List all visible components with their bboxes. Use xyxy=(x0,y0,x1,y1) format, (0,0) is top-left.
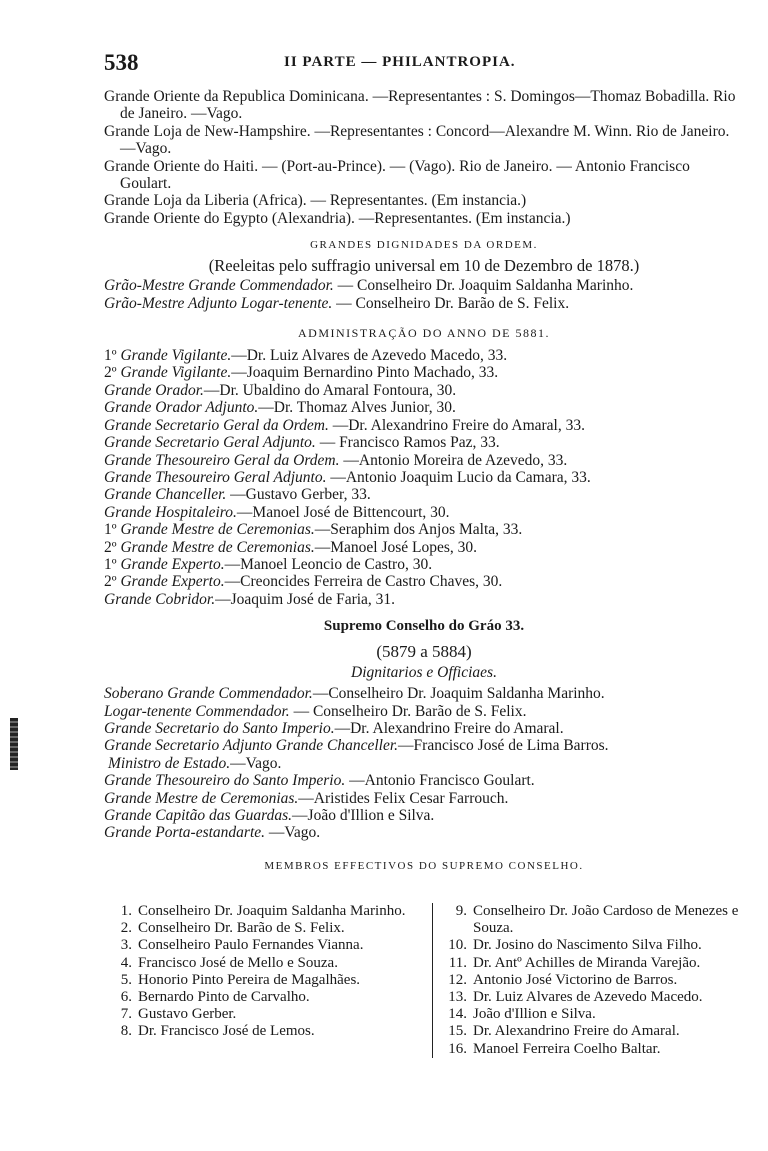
dignitario-row xyxy=(104,807,744,824)
member-number: 16. xyxy=(448,1040,467,1057)
dignitario-holder: —Antonio Francisco Goulart. xyxy=(345,772,535,790)
member-number: 13. xyxy=(448,989,467,1006)
member-number: 4. xyxy=(120,954,132,971)
member-number: 12. xyxy=(448,971,467,988)
representative-entry: Grande Oriente do Egypto (Alexandria). —Representantes. (Em instancia.) xyxy=(104,209,571,227)
officer-holder: —Antonio Joaquim Lucio da Camara, 33. xyxy=(326,468,591,486)
officer-holder: —Manoel José Lopes, 30. xyxy=(314,538,478,556)
member-item xyxy=(439,989,761,1006)
representative-entry: Grande Oriente do Haiti. — (Port-au-Prince). — (Vago). Rio de Janeiro. — Antonio Francisco Goulart. xyxy=(104,157,690,193)
officer-row xyxy=(104,469,744,486)
dignitario-row xyxy=(104,720,744,737)
officer-role: Grande Mestre de Ceremonias. xyxy=(120,521,315,539)
representative-entry: Grande Loja da Liberia (Africa). — Representantes. (Em instancia.) xyxy=(104,192,527,210)
member-name: Dr. Luiz Alvares de Azevedo Macedo. xyxy=(473,989,703,1006)
member-item xyxy=(104,937,426,954)
supremo-subtitle: Dignitarios e Officiaes. xyxy=(351,664,497,682)
member-name: Conselheiro Paulo Fernandes Vianna. xyxy=(138,937,364,954)
officer-row xyxy=(104,504,744,521)
officer-role: Grande Thesoureiro Geral Adjunto. xyxy=(104,468,327,486)
officer-row xyxy=(104,382,744,399)
section-title-dignidades: GRANDES DIGNIDADES DA ORDEM. xyxy=(310,239,538,252)
dignitario-holder: —João d'Illion e Silva. xyxy=(292,807,435,824)
member-name: Dr. Francisco José de Lemos. xyxy=(138,1023,315,1040)
officer-holder: —Dr. Thomaz Alves Junior, 30. xyxy=(258,399,456,417)
member-number: 9. xyxy=(455,903,467,919)
dignitario-holder: —Vago. xyxy=(265,824,321,842)
member-name: Dr. Josino do Nascimento Silva Filho. xyxy=(473,937,702,954)
officer-row xyxy=(104,452,744,469)
officer-row xyxy=(104,591,744,608)
officer-holder: —Dr. Ubaldino do Amaral Fontoura, 30. xyxy=(203,381,457,399)
running-title: II PARTE — PHILANTROPIA. xyxy=(284,54,516,70)
officer-row xyxy=(104,434,744,451)
member-item xyxy=(104,955,426,972)
dignitario-role: Grande Porta-estandarte. xyxy=(104,824,266,842)
dignitario-role: Grande Secretario Adjunto Grande Chanceller. xyxy=(104,737,399,755)
dignitario-row xyxy=(104,737,744,754)
member-name: Conselheiro Dr. Joaquim Saldanha Marinho. xyxy=(138,903,406,919)
member-name: Francisco José de Mello e Souza. xyxy=(138,954,338,971)
dignitario-role: Grande Mestre de Ceremonias. xyxy=(104,789,299,807)
dignidade-holder: — Conselheiro Dr. Joaquim Saldanha Marinho. xyxy=(333,277,634,295)
officer-prefix: 2º xyxy=(104,364,121,382)
member-number: 6. xyxy=(120,989,132,1006)
officer-row xyxy=(104,573,744,590)
officer-holder: —Manoel José de Bittencourt, 30. xyxy=(236,503,450,521)
dignidades-subtitle: (Reeleitas pelo suffragio universal em 10 de Dezembro de 1878.) xyxy=(208,256,640,276)
members-left-column xyxy=(104,903,426,1041)
officer-role: Grande Mestre de Ceremonias. xyxy=(120,538,315,556)
dignitario-row xyxy=(104,824,744,841)
member-number: 8. xyxy=(120,1023,132,1040)
officer-role: Grande Vigilante. xyxy=(120,364,232,382)
dignitario-holder: —Dr. Alexandrino Freire do Amaral. xyxy=(334,719,564,737)
dignitario-role: Grande Thesoureiro do Santo Imperio. xyxy=(104,772,346,790)
member-name: Honorio Pinto Pereira de Magalhães. xyxy=(138,971,361,988)
member-number: 5. xyxy=(120,971,132,988)
member-number: 1. xyxy=(120,903,132,919)
dignidades-list xyxy=(104,277,744,312)
representative-entry: Grande Oriente da Republica Dominicana. —Representantes : S. Domingos—Thomaz Bobadilla. Rio de Janeiro. —Vago. xyxy=(104,88,736,123)
dignitario-role: Soberano Grande Commendador. xyxy=(104,685,313,703)
officer-holder: —Manoel Leoncio de Castro, 30. xyxy=(224,555,433,573)
officer-role: Grande Vigilante. xyxy=(120,347,232,365)
dignitario-role: Ministro de Estado. xyxy=(108,754,231,772)
officer-holder: — Francisco Ramos Paz, 33. xyxy=(315,434,500,452)
dignitario-holder: —Conselheiro Dr. Joaquim Saldanha Marinho. xyxy=(312,685,605,703)
dignitario-role: Grande Secretario do Santo Imperio. xyxy=(104,719,335,737)
officer-role: Grande Orador Adjunto. xyxy=(104,399,259,417)
officer-role: Grande Experto. xyxy=(120,573,225,591)
member-item xyxy=(439,955,761,972)
member-item xyxy=(439,1006,761,1023)
officer-row xyxy=(104,521,744,538)
officer-prefix: 1º xyxy=(104,347,121,365)
member-name: Bernardo Pinto de Carvalho. xyxy=(138,989,310,1006)
member-number: 11. xyxy=(448,954,467,971)
representative-entry: Grande Loja de New-Hampshire. —Representantes : Concord—Alexandre M. Winn. Rio de Janeiro. —Vago. xyxy=(104,122,730,158)
officer-role: Grande Orador. xyxy=(104,381,204,399)
member-name: João d'Illion e Silva. xyxy=(473,1006,596,1023)
member-item xyxy=(439,903,761,937)
officer-row xyxy=(104,486,744,503)
officer-role: Grande Secretario Geral da Ordem. xyxy=(104,416,329,434)
dignitario-row xyxy=(104,772,744,789)
officer-role: Grande Cobridor. xyxy=(104,590,216,608)
ink-blot xyxy=(10,718,18,770)
member-name: Conselheiro Dr. Barão de S. Felix. xyxy=(138,920,345,937)
officer-holder: —Seraphim dos Anjos Malta, 33. xyxy=(314,521,523,539)
member-number: 15. xyxy=(448,1023,467,1040)
dignidade-row xyxy=(104,277,744,294)
dignidade-role: Grão-Mestre Grande Commendador. xyxy=(104,277,334,295)
representatives-list xyxy=(104,88,744,227)
officer-holder: —Gustavo Gerber, 33. xyxy=(226,486,371,504)
officer-prefix: 1º xyxy=(104,555,121,573)
officer-role: Grande Secretario Geral Adjunto. xyxy=(104,434,316,452)
officer-row xyxy=(104,417,744,434)
dignitario-holder: —Aristides Felix Cesar Farrouch. xyxy=(298,789,509,807)
officer-role: Grande Chanceller. xyxy=(104,486,227,504)
dignidade-row xyxy=(104,295,744,312)
member-item xyxy=(104,989,426,1006)
officer-role: Grande Experto. xyxy=(120,555,225,573)
section-title-administracao: ADMINISTRAÇÃO DO ANNO DE 5881. xyxy=(298,326,550,341)
officer-row xyxy=(104,364,744,381)
member-item xyxy=(104,972,426,989)
officer-row xyxy=(104,556,744,573)
member-name: Dr. Antº Achilles de Miranda Varejão. xyxy=(473,954,701,971)
administracao-list xyxy=(104,347,744,608)
member-number: 2. xyxy=(120,920,132,937)
dignidade-holder: — Conselheiro Dr. Barão de S. Felix. xyxy=(332,294,570,312)
member-number: 14. xyxy=(448,1006,467,1023)
dignitario-holder: — Conselheiro Dr. Barão de S. Felix. xyxy=(289,702,527,720)
officer-role: Grande Thesoureiro Geral da Ordem. xyxy=(104,451,340,469)
member-number: 3. xyxy=(120,937,132,954)
officer-row xyxy=(104,539,744,556)
dignidade-role: Grão-Mestre Adjunto Logar-tenente. xyxy=(104,294,333,312)
section-title-supremo: Supremo Conselho do Gráo 33. xyxy=(323,618,525,635)
member-name: Manoel Ferreira Coelho Baltar. xyxy=(473,1040,661,1057)
officer-prefix: 1º xyxy=(104,521,121,539)
dignitario-row xyxy=(104,703,744,720)
officer-holder: —Creoncides Ferreira de Castro Chaves, 30. xyxy=(224,573,503,591)
officer-prefix: 2º xyxy=(104,538,121,556)
dignitario-row xyxy=(104,685,744,702)
member-item xyxy=(439,937,761,954)
dignitario-role: Logar-tenente Commendador. xyxy=(104,702,290,720)
officer-prefix: 2º xyxy=(104,573,121,591)
officer-row xyxy=(104,347,744,364)
member-number: 7. xyxy=(120,1006,132,1023)
member-name: Gustavo Gerber. xyxy=(138,1006,237,1023)
page-number: 538 xyxy=(104,50,139,75)
officer-row xyxy=(104,399,744,416)
page-body xyxy=(104,88,744,872)
officer-holder: —Antonio Moreira de Azevedo, 33. xyxy=(339,451,568,469)
member-name: Conselheiro Dr. João Cardoso de Menezes e Souza. xyxy=(473,903,739,937)
member-item xyxy=(439,1041,761,1058)
page-header xyxy=(104,48,744,80)
supremo-list xyxy=(104,685,744,842)
member-item xyxy=(104,903,426,920)
member-item xyxy=(104,1023,426,1040)
dignitario-role: Grande Capitão das Guardas. xyxy=(104,807,293,824)
member-item xyxy=(439,972,761,989)
officer-role: Grande Hospitaleiro. xyxy=(104,503,237,521)
member-name: Antonio José Victorino de Barros. xyxy=(473,971,678,988)
member-item xyxy=(104,920,426,937)
member-number: 10. xyxy=(448,937,467,954)
members-right-column xyxy=(432,903,761,1058)
supremo-period: (5879 a 5884) xyxy=(376,642,472,662)
dignitario-row xyxy=(104,755,744,772)
section-title-membros: MEMBROS EFFECTIVOS DO SUPREMO CONSELHO. xyxy=(264,859,584,872)
member-name: Dr. Alexandrino Freire do Amaral. xyxy=(473,1023,680,1040)
member-item xyxy=(104,1006,426,1023)
dignitario-row xyxy=(104,790,744,807)
dignitario-holder: —Francisco José de Lima Barros. xyxy=(398,737,609,755)
dignitario-holder: —Vago. xyxy=(230,754,282,772)
officer-holder: —Dr. Alexandrino Freire do Amaral, 33. xyxy=(328,416,585,434)
officer-holder: —Joaquim José de Faria, 31. xyxy=(215,590,396,608)
officer-holder: —Joaquim Bernardino Pinto Machado, 33. xyxy=(231,364,499,382)
member-item xyxy=(439,1023,761,1040)
officer-holder: —Dr. Luiz Alvares de Azevedo Macedo, 33. xyxy=(231,347,508,365)
